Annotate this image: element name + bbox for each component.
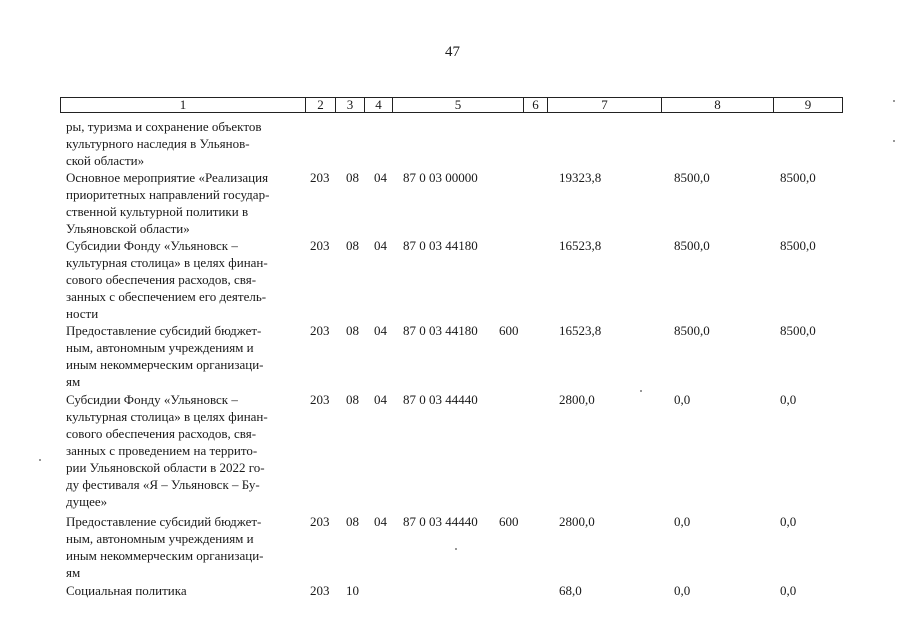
description-line: культурная столица» в целях финан- [66,409,268,424]
row-description [66,169,300,237]
section-code: 203 [310,323,330,338]
target-article-code: 87 0 03 44440 [403,514,478,529]
row-description [66,582,300,599]
description-line: дущее» [66,494,108,509]
description-line: занных с проведением на террито- [66,443,258,458]
subsection-code-a: 08 [346,170,359,185]
amount-col-9: 8500,0 [780,238,816,253]
header-col-7: 7 [548,98,662,112]
subsection-code-b: 04 [374,238,387,253]
header-col-5: 5 [393,98,524,112]
row-description [66,391,300,510]
row-description [66,322,300,390]
subsection-code-b: 04 [374,514,387,529]
scan-speck [893,100,895,102]
description-line: культурного наследия в Ульянов- [66,136,250,151]
description-line: иным некоммерческим организаци- [66,357,264,372]
amount-col-9: 8500,0 [780,323,816,338]
amount-col-8: 8500,0 [674,323,710,338]
header-col-1: 1 [61,98,306,112]
subsection-code-a: 08 [346,323,359,338]
description-line: ным, автономным учреждениям и [66,340,254,355]
amount-col-9: 0,0 [780,583,797,598]
amount-col-7: 2800,0 [559,392,595,407]
description-line: ным, автономным учреждениям и [66,531,254,546]
row-description [66,237,300,322]
description-line: Субсидии Фонду «Ульяновск – [66,238,238,253]
scan-speck [455,548,457,550]
description-line: ры, туризма и сохранение объектов [66,119,262,134]
section-code: 203 [310,238,330,253]
amount-col-7: 16523,8 [559,323,602,338]
description-line: ской области» [66,153,145,168]
amount-col-8: 0,0 [674,583,691,598]
description-line: культурная столица» в целях финан- [66,255,268,270]
description-line: занных с обеспечением его деятель- [66,289,267,304]
scan-speck [893,140,895,142]
amount-col-7: 16523,8 [559,238,602,253]
scan-speck [39,459,41,461]
header-col-6: 6 [524,98,548,112]
header-col-2: 2 [306,98,336,112]
page-number: 47 [445,44,460,60]
description-line: ям [66,374,81,389]
header-col-9: 9 [804,97,812,112]
target-article-code: 87 0 03 44180 [403,238,478,253]
section-code: 203 [310,514,330,529]
subsection-code-b: 04 [374,323,387,338]
table-header [60,97,843,113]
expense-type-code: 600 [499,514,519,529]
amount-col-7: 2800,0 [559,514,595,529]
amount-col-9: 0,0 [780,392,797,407]
amount-col-7: 68,0 [559,583,582,598]
description-line: ственной культурной политики в [66,204,249,219]
amount-col-7: 19323,8 [559,170,602,185]
amount-col-9: 0,0 [780,514,797,529]
description-line: Ульяновской области» [66,221,190,236]
row-description [66,513,300,581]
description-line: ду фестиваля «Я – Ульяновск – Бу- [66,477,260,492]
row-description [66,118,300,169]
subsection-code-b: 04 [374,170,387,185]
description-line: Социальная политика [66,583,187,598]
subsection-code-b: 04 [374,392,387,407]
description-line: Предоставление субсидий бюджет- [66,514,262,529]
section-code: 203 [310,583,330,598]
header-col-4: 4 [365,98,393,112]
description-line: Основное мероприятие «Реализация [66,170,269,185]
description-line: приоритетных направлений государ- [66,187,270,202]
header-col-8: 8 [662,98,774,112]
section-code: 203 [310,170,330,185]
description-line: сового обеспечения расходов, свя- [66,426,257,441]
description-line: ности [66,306,99,321]
header-col-3: 3 [336,98,365,112]
subsection-code-a: 08 [346,514,359,529]
description-line: ям [66,565,81,580]
description-line: рии Ульяновской области в 2022 го- [66,460,265,475]
amount-col-8: 8500,0 [674,238,710,253]
section-code: 203 [310,392,330,407]
description-line: сового обеспечения расходов, свя- [66,272,257,287]
subsection-code-a: 10 [346,583,359,598]
target-article-code: 87 0 03 00000 [403,170,478,185]
subsection-code-a: 08 [346,392,359,407]
scan-speck [640,390,642,392]
amount-col-8: 8500,0 [674,170,710,185]
target-article-code: 87 0 03 44440 [403,392,478,407]
description-line: иным некоммерческим организаци- [66,548,264,563]
amount-col-8: 0,0 [674,392,691,407]
description-line: Субсидии Фонду «Ульяновск – [66,392,238,407]
amount-col-8: 0,0 [674,514,691,529]
description-line: Предоставление субсидий бюджет- [66,323,262,338]
amount-col-9: 8500,0 [780,170,816,185]
target-article-code: 87 0 03 44180 [403,323,478,338]
expense-type-code: 600 [499,323,519,338]
subsection-code-a: 08 [346,238,359,253]
